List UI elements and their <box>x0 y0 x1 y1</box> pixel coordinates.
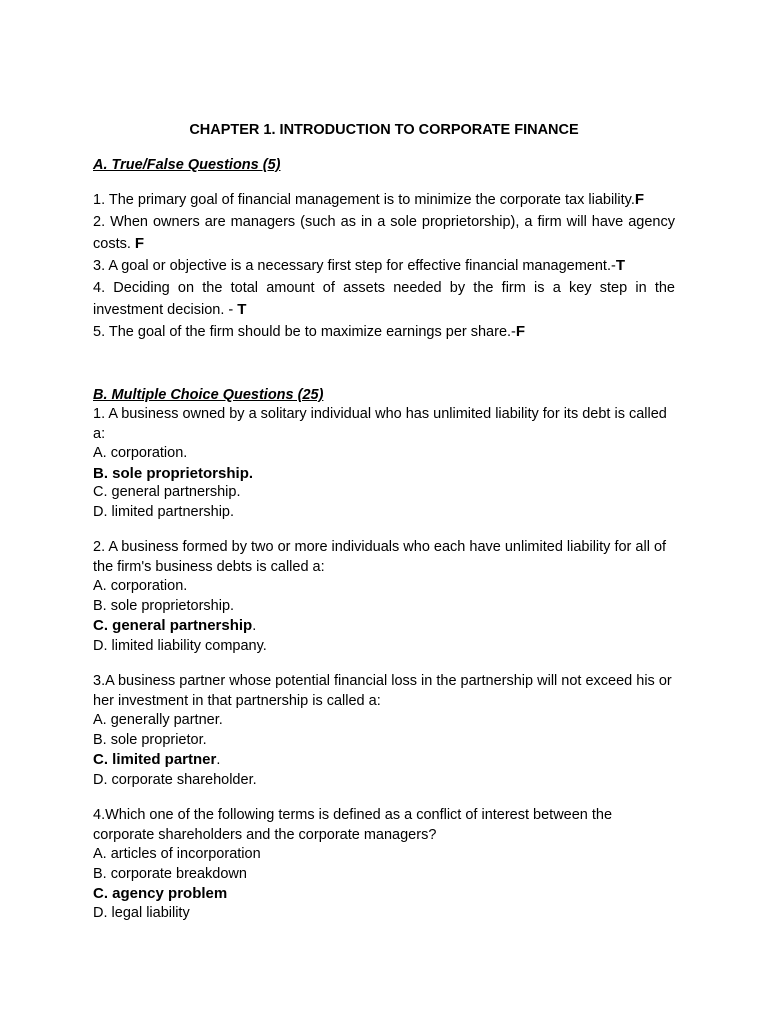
multiple-choice-list <box>93 405 675 939</box>
tf-question-text: 5. The goal of the firm should be to maximize earnings per share.- <box>93 324 516 340</box>
mc-option-a: A. generally partner. <box>93 712 223 728</box>
mc-option-b: B. sole proprietorship. <box>93 597 235 614</box>
mc-option-a: A. corporation. <box>93 578 188 594</box>
correct-answer-text: C. limited partner <box>93 751 217 768</box>
tf-answer: F <box>515 323 526 340</box>
answer-suffix: . <box>216 752 221 768</box>
mc-option-c: C. general partnership. <box>93 484 241 500</box>
mc-option-c-correct <box>93 616 675 637</box>
tf-question-2 <box>93 211 675 255</box>
section-b-heading: B. Multiple Choice Questions (25) <box>93 387 324 403</box>
mc-question-stem: 3.A business partner whose potential financial loss in the partnership will not exceed his or her investment in that partnership is called a: <box>93 673 672 709</box>
mc-option-a: A. articles of incorporation <box>93 846 261 862</box>
mc-option-c-correct <box>93 750 675 771</box>
tf-question-3 <box>93 255 675 277</box>
mc-option-c-correct: C. agency problem <box>93 885 228 902</box>
tf-answer: T <box>615 257 625 274</box>
tf-question-4 <box>93 277 675 321</box>
mc-option-d: D. corporate shareholder. <box>93 771 257 788</box>
chapter-title: CHAPTER 1. INTRODUCTION TO CORPORATE FINANCE <box>189 122 579 138</box>
answer-suffix: . <box>252 618 257 634</box>
section-a-heading: A. True/False Questions (5) <box>93 157 281 173</box>
mc-option-d: D. limited partnership. <box>93 503 235 520</box>
mc-question-1 <box>93 405 675 522</box>
mc-question-stem: 4.Which one of the following terms is defined as a conflict of interest between the corporate shareholders and the corporate managers? <box>93 807 613 843</box>
tf-question-text: 3. A goal or objective is a necessary first step for effective financial management.- <box>93 258 616 274</box>
mc-option-b: B. corporate breakdown <box>93 865 247 882</box>
mc-option-d: D. legal liability <box>93 904 190 921</box>
tf-question-5 <box>93 321 675 343</box>
mc-option-b: B. sole proprietor. <box>93 731 207 748</box>
mc-question-stem: 1. A business owned by a solitary individual who has unlimited liability for its debt is called a: <box>93 406 667 442</box>
tf-question-1 <box>93 189 675 211</box>
true-false-list <box>93 189 675 343</box>
mc-question-stem: 2. A business formed by two or more individuals who each have unlimited liability for all of the firm's business debts is called a: <box>93 539 667 575</box>
mc-question-3 <box>93 672 675 790</box>
correct-answer-text: C. general partnership <box>93 617 253 634</box>
tf-question-text: 4. Deciding on the total amount of assets needed by the firm is a key step in the investment decision. - <box>93 280 675 318</box>
tf-question-text: 2. When owners are managers (such as in a sole proprietorship), a firm will have agency costs. <box>93 214 675 252</box>
mc-option-b-correct: B. sole proprietorship. <box>93 464 254 482</box>
tf-answer: F <box>634 191 645 208</box>
tf-answer: F <box>134 235 145 252</box>
mc-option-a: A. corporation. <box>93 445 188 461</box>
mc-question-4 <box>93 806 675 923</box>
tf-question-text: 1. The primary goal of financial management is to minimize the corporate tax liability. <box>93 192 635 208</box>
mc-question-2 <box>93 538 675 656</box>
mc-option-d: D. limited liability company. <box>93 637 267 654</box>
tf-answer: T <box>237 301 247 318</box>
